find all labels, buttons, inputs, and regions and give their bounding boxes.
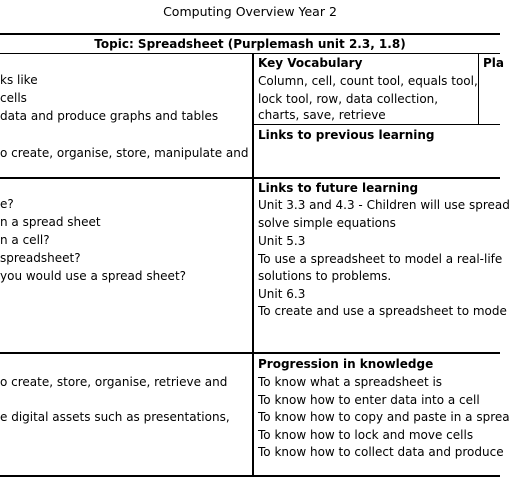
table-top-border — [0, 33, 500, 35]
progression-line-1: To know what a spreadsheet is — [258, 375, 443, 389]
progression-line-2: To know how to enter data into a cell — [258, 393, 480, 407]
future-learning-line-5: solutions to problems. — [258, 269, 392, 283]
progression-line-4: To know how to lock and move cells — [258, 428, 474, 442]
far-right-heading: Pla — [483, 56, 505, 70]
topic-row-divider — [0, 53, 500, 54]
left-section3-line-5: you would use a spread sheet? — [0, 269, 187, 283]
future-learning-line-2: solve simple equations — [258, 216, 396, 230]
progression-heading: Progression in knowledge — [258, 357, 434, 371]
key-vocabulary-line-3: charts, save, retrieve — [258, 108, 386, 122]
future-learning-line-4: To use a spreadsheet to model a real-life — [258, 252, 503, 266]
key-vocabulary-line-1: Column, cell, count tool, equals tool, — [258, 74, 478, 88]
left-top-line-3: data and produce graphs and tables — [0, 109, 219, 123]
left-section3-line-4: spreadsheet? — [0, 251, 81, 265]
row-divider-2 — [0, 177, 500, 179]
left-section3-line-3: n a cell? — [0, 233, 50, 247]
table-bottom-border — [0, 475, 500, 477]
future-learning-line-1: Unit 3.3 and 4.3 - Children will use spread — [258, 198, 510, 212]
key-vocabulary-line-2: lock tool, row, data collection, — [258, 92, 439, 106]
left-section4-line-1: o create, store, organise, retrieve and — [0, 375, 228, 389]
page-title: Computing Overview Year 2 — [163, 4, 337, 19]
column-divider-far-right — [478, 53, 479, 124]
progression-line-5: To know how to collect data and produce — [258, 445, 504, 459]
row-divider-3 — [0, 352, 500, 354]
row-divider-1 — [252, 124, 500, 125]
left-section2-line-1: o create, organise, store, manipulate and — [0, 146, 249, 160]
previous-learning-heading: Links to previous learning — [258, 128, 435, 142]
future-learning-line-3: Unit 5.3 — [258, 234, 306, 248]
left-top-line-2: cells — [0, 91, 27, 105]
column-divider-main — [252, 53, 254, 476]
progression-line-3: To know how to copy and paste in a sprea — [258, 410, 510, 424]
left-top-line-1: ks like — [0, 73, 38, 87]
future-learning-line-7: To create and use a spreadsheet to mode — [258, 304, 507, 318]
future-learning-line-6: Unit 6.3 — [258, 287, 306, 301]
left-section4-line-2: e digital assets such as presentations, — [0, 410, 230, 424]
left-section3-line-2: n a spread sheet — [0, 215, 101, 229]
key-vocabulary-heading: Key Vocabulary — [258, 56, 363, 70]
future-learning-heading: Links to future learning — [258, 181, 419, 195]
left-section3-line-1: e? — [0, 197, 14, 211]
topic-heading: Topic: Spreadsheet (Purplemash unit 2.3, 1.8) — [94, 37, 406, 51]
